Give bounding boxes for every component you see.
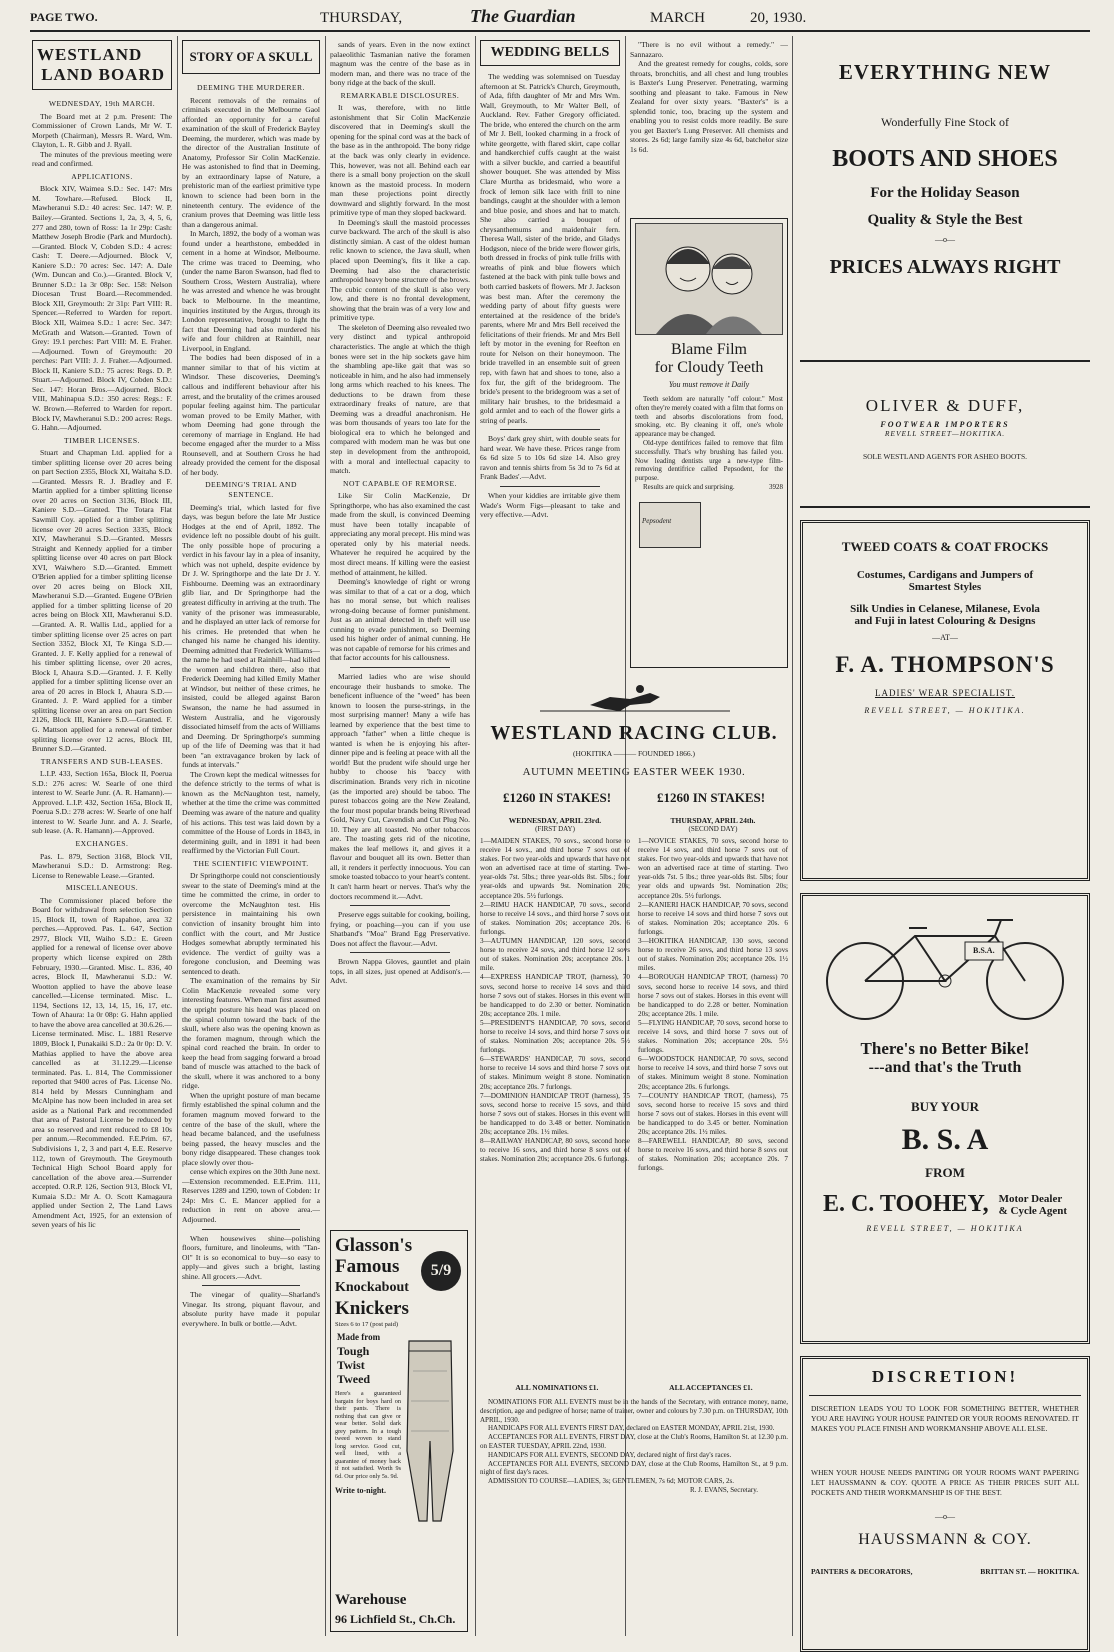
divider <box>500 486 600 487</box>
column-skull-continued <box>330 40 470 1635</box>
glassons-sizes: Sizes 6 to 17 (post paid) <box>335 1321 399 1328</box>
tube-label: Pepsodent <box>642 516 672 525</box>
pepsodent-title-1: Blame Film <box>671 341 747 358</box>
day2-events: 1—NOVICE STAKES, 70 sovs, second horse to receive 14 sovs, and third horse 7 sovs out of stakes. For two year-olds and upwards that have not won an advertised race at time of starting. Two year-olds 7st. 5 lbs.; three year-olds 8st. 5lbs; four year olds and upwards 9st. Nomination 20s; acceptance 20s. 5½ furlongs. 2—KANIERI HACK HANDICAP, 70 sovs, second horse to receive 14 sovs and third horse 7 sovs out of stakes. Nomination 20s; acceptance 20s. 6 furlongs. 3—HOKITIKA HANDICAP, 130 sovs, second horse to receive 26 sovs, and third horse 13 sovs out of stakes. Nomination 20s; acceptance 20s. 1½ miles. 4—BOROUGH HANDICAP TROT, (harness) 70 sovs, second horse to receive 14 sovs, and third horse 7 sovs out of stakes. Horses in this event will be handicapped to do 2.28 or better. Nomination 20s; acceptance 20s. 1 mile. 5—FLYING HANDICAP, 70 sovs, second horse to receive 14 sovs, and third horse 7 sovs out of stakes. Nomination 20s; acceptance 20s. 5½ furlongs. 6—WOODSTOCK HANDICAP, 70 sovs, second horse to receive 14 sovs, and third horse 7 sovs out of stakes. Minimum weight 8 stone. Nomination 20s; acceptance 20s. 6 furlongs. 7—COUNTY HANDICAP TROT, (harness), 75 sovs, second horse to receive 15 sovs and third horse 7 sovs out of stakes. Horses in this event will be handicapped to do 3.45 or better. Nomination 20s; acceptance 20s. 1½ miles. 8—FAREWELL HANDICAP, 80 sovs, second horse to receive 16 sovs, and third horse 8 sovs out of stakes. Nomination 20s; acceptance 20s. 7 furlongs. <box>638 837 788 1173</box>
subheading: EXCHANGES. <box>75 839 129 849</box>
subheading: TRANSFERS AND SUB-LEASES. <box>40 756 164 766</box>
glassons-line: Knickers <box>335 1298 409 1319</box>
bsa-cycle-agent: & Cycle Agent <box>998 1204 1068 1217</box>
racing-fees <box>480 1383 788 1392</box>
pepsodent-tagline: You must remove it Daily <box>668 380 750 389</box>
racing-footer <box>480 1398 788 1495</box>
racing-subtitle: (HOKITIKA ——— FOUNDED 1866.) <box>572 749 696 758</box>
thompson-line: and Fuji in latest Colouring & Designs <box>854 615 1036 627</box>
pepsodent-title <box>635 341 783 377</box>
ornament-icon: —o— <box>935 235 955 244</box>
paragraph: The Board met at 2 p.m. Present: The Commissioner of Crown Lands, Mr W. T. Morpeth (Chairman), Messrs R. Ward, Wm. Clayton, L. R. Gibb and J. Ryall. <box>32 111 172 150</box>
paragraph: It was, therefore, with no little astonishment that Sir Colin MacKenzie discovered that in Deeming's skull the opening for the spinal cord was at the back of the base as in the anthropoid. The bony ridge at the back was only clearly in evidence. This, however, was not all. Behind each ear there is a small bony projection on the skull known as the mastoid process. In modern man these projections point directly downward and slightly forward. In the most primitive type of man they sloped backward. <box>330 103 470 218</box>
glassons-write: Write to-night. <box>335 1486 386 1495</box>
advert-westland-racing-club <box>480 675 788 1635</box>
paragraph: Deeming's knowledge of right or wrong was similar to that of a cat or a dog, which has no moral sense, but which realises wrong-doing because of former punishment. Just as an animal detected in theft will use cunning to evade punishment, so Deeming used his higher order of animal cunning. He was not capable of remorse for his crimes and that factor accounts for his callousness. <box>330 577 470 663</box>
oliver-quality: Quality & Style the Best <box>867 212 1023 228</box>
haussmann-paragraph-2: WHEN YOUR HOUSE NEEDS PAINTING OR YOUR ROOMS WANT PAPERING LET HAUSSMANN & COY. QUOTE A PRICE AS THEIR PRICES SUIT ALL POCKETS AND THEIR WORKMANSHIP IS OF THE BEST. <box>811 1468 1079 1497</box>
wedding-body <box>480 72 620 662</box>
divider <box>202 1285 300 1286</box>
newspaper-title: The Guardian <box>470 6 576 26</box>
haussmann-paragraph-1: DISCRETION LEADS YOU TO LOOK FOR SOMETHING BETTER, WHETHER YOU ARE HAVING YOUR HOUSE PAINTED OR YOUR ROOMS RENOVATED. IT MAKES YOU PLACE FINISH AND WORKMANSHIP ABOVE ALL ELSE. <box>811 1404 1079 1433</box>
advert-pepsodent <box>630 218 788 668</box>
racing-secretary: R. J. EVANS, Secretary. <box>689 1485 758 1494</box>
racing-note: HANDICAPS FOR ALL EVENTS FIRST DAY, declared on EASTER MONDAY, APRIL 21st, 1930. <box>488 1424 775 1433</box>
baxters-body <box>630 40 788 212</box>
paragraph: Block XIV, Waimea S.D.: Sec. 147: Mrs M. Towhare.—Refused. Block II, Mawheranui S.D.: 40 acres: Sec. 147: W. P. Bailey.—Granted. Sections 1, 2a, 3, 4, 5, 6, 277 and 280, town of Ross: 1a 1r 29p: Cash: Matthew Joseph Brodie (Park and Murdoch).—Granted. Block V, Cobden S.D.: 4 acres: Cash: T. Deere.—Adjourned. Block V, Kaniere S.D.: 70 acres: Sec. 147: A. Dale (Wm. Duncan and Co.).—Granted. Block V, Brunner S.D.: 1a 3r 08p: Sec. 158: Nelson Diocesan Trust Board.—Recommended. Block XII, Greymouth: 2r 31p: Part VIII: R. Spencer.—Referred to Warden for report. Block XII, Waimea S.D.: 1 acre: Sec. 347: McGrath and Watson.—Granted. Town of Grey: 19.1 perches: Part VIII: M. E. Fraher.—Adjourned. Town of Greymouth: 20 perches: Part VIII: J. J. Fraher.—Adjourned. Block II, Kaniere S.D.: 75 acres: Regs. D. P. Stuart.—Adjourned. Block IV, Cobden S.D.: Sec. 147: Horan Bros.—Adjourned. Block VIII, Mahinapua S.D.: 350 acres: Regs.: F. W. Brown.—Referred to Warden for report. Block IV, Mawheranui S.D.: 200 acres: Regs. G. Hahn.—Adjourned. <box>32 184 172 433</box>
paragraph <box>635 483 783 492</box>
paragraph: The examination of the remains by Sir Colin MacKenzie revealed some very interesting features. When man first assumed the upright posture his head was placed on the spinal column toward the back of the skull, where also was the opening known as the foramen magnum, through which the spinal cord reached the brain. In order to keep the head from sagging forward a broad band of muscle was attached to the back of the skull, where it was anchored to a bony ridge. <box>182 976 320 1091</box>
land-board-body <box>32 96 172 1626</box>
paragraph: Dr Springthorpe could not conscientiously swear to the state of Deeming's mind at the time he committed the crime, in order to overcome the McNaughton test. His persistence in maintaining his own conviction of insanity brought him into conflict with the court, and Mr Justice Hodges somewhat abruptly terminated his evidence. The verdict of guilty was a foregone conclusion, and Deeming was sentenced to death. <box>182 871 320 976</box>
knickers-illustration-icon <box>401 1331 459 1531</box>
glassons-warehouse: Warehouse <box>335 1592 407 1608</box>
heading-line-2: LAND BOARD <box>41 65 165 84</box>
advert-egg-preservative: Preserve eggs suitable for cooking, boiling, frying, or poaching—you can if you use Shatband's "Moa" Brand Egg Preservative. Does not affect the flavour.—Advt. <box>330 910 470 948</box>
divider <box>350 905 450 906</box>
masthead-date: 20, 1930. <box>750 10 807 26</box>
paragraph: Like Sir Colin MacKenzie, Dr Springthorpe, who has also examined the cast made from the skull, is convinced Deeming must have been totally incapable of appreciating any moral precept. His mind was operated only by his material needs. Whatever he required he acquired by the most direct means. If killing were the easiest method of attainment, he killed. <box>330 491 470 577</box>
column-baxters-pepsodent <box>630 40 788 670</box>
glassons-blurb: Here's a guaranteed bargain for boys hard on their pants. There is nothing that can give or wear better. Solid dark grey pattern. In a tough tweed woven to stand long service. Good cut, well lined, with a guarantee of money back if not satisfied. Worth 9s 6d. Our price only 5s. 9d. <box>335 1390 401 1480</box>
wedding-heading: WEDDING BELLS <box>480 40 620 66</box>
paragraph: Teeth seldom are naturally "off colour." Most often they're merely coated with a film that forms on teeth and absorbs discolorations from food, smoking, etc. By cleaning it off, one's whole appearance may be changed. <box>635 395 783 439</box>
subheading: APPLICATIONS. <box>71 171 133 181</box>
couple-illustration-icon <box>635 223 783 335</box>
paragraph: The wedding was solemnised on Tuesday afternoon at St. Patrick's Church, Greymouth, of Ada, fifth daughter of Mr and Mrs Wm. Wall, Greymouth, to Mr Walter Bell, of Auckland. Rev. Father Gregory officiated. The bride, who entered the church on the arm of Mr J. Bell, looked charming in a frock of white georgette, with flared skirt, cape collar and handkerchief cuffs caught at the waist with a silver buckle, and carried a beautiful shower bouquet. She was attended by Miss Clare Murtha as bridesmaid, who wore a frock of lemon silk lace with frill to nine bandings, caught at the shoulder with a lemon and blue posie, and shoes and hat to match. She also carried a bouquet of chrysanthemums and maidenhair fern. Theresa Wall, sister of the bride, and Gladys Hodgson, niece of the bride were flower girls, both dressed in frocks of pink tulle frills with wreaths of pink and blue flowers which fastened at the back with pink tulle bows and both carried baskets of flowers. Mr J. Jackson was best man. After the ceremony the wedding party of about fifty guests were entertained at the residence of the bride's parents, where Mr and Mrs Bell received the felicitations of their friends. Mr and Mrs Bell left by motor in the evening for Reefton en route for Nelson on their honeymoon. The bride travelled in an ensemble suit of green rep, with fawn hat and shoes to tone, also a fox fur, the gift of the bridegroom. The bride's present to the bridegroom was a set of military hair brushes, to the bridesmaid a gold armlet and to each of the flower girls a string of pearls. <box>480 72 620 425</box>
oliver-line: Wonderfully Fine Stock of <box>880 115 1009 129</box>
paragraph: In Deeming's skull the mastoid processes curve backward. The arch of the skull is also distinctly simian. A cast of the oldest human relic known to science, the Java skull, when placed upon Deeming's, fits it like a cap. Deeming had also the characteristic anthropoid heavy bone structure of the brows. The cubic content of the skull is also very low, and there is no frontal development, showing that the brain was of a very low and primitive type. <box>330 217 470 323</box>
divider <box>350 952 450 953</box>
race-day-2 <box>638 816 788 1377</box>
all-acceptances: ALL ACCEPTANCES £1. <box>669 1383 753 1392</box>
bicycle-illustration-icon <box>805 906 1085 1026</box>
racing-stakes <box>480 790 788 806</box>
oliver-agents: SOLE WESTLAND AGENTS FOR ASHEO BOOTS. <box>862 452 1028 461</box>
bsa-from: FROM <box>925 1165 965 1180</box>
haussmann-trade: PAINTERS & DECORATORS, <box>811 1567 913 1576</box>
all-nominations: ALL NOMINATIONS £1. <box>515 1383 599 1392</box>
racing-note: HANDICAPS FOR ALL EVENTS, SECOND DAY, declared night of first day's races. <box>488 1450 732 1459</box>
masthead-day: THURSDAY, <box>320 10 403 26</box>
ornament-icon: —o— <box>935 1512 955 1521</box>
pepsodent-tube-icon <box>639 502 701 548</box>
heading-line-1: WESTLAND <box>37 45 143 64</box>
bsa-dealer-type <box>999 1193 1067 1217</box>
subheading: MISCELLANEOUS. <box>65 883 139 893</box>
racing-founded: FOUNDED 1866.) <box>637 749 696 758</box>
advert-glassons-knickers <box>330 1230 468 1632</box>
paragraph: The bodies had been disposed of in a manner similar to that of his victim at Windsor. These discoveries, Deeming's callous and indifferent behaviour after his arrest, and the brutality of the crimes aroused popular feeling against him. The particular woman proved to be Emily Mather, with whom Deeming had gone through the ceremony of marriage in England. He had become engaged after the murder to a Miss Rounsevell, and at Southern Cross he had already provided the cement for the disposal of her body. <box>182 353 320 477</box>
paragraph: Deeming's trial, which lasted for five days, was begun before the late Mr Justice Hodges at the end of April, 1892. The evidence left no possible doubt of his guilt. The only possible hope of procuring a verdict in his favour lay in a plea of insanity, which was not upheld, despite evidence by Dr J. W. Springthorpe and the late Dr J. Y. Fishbourne. Deeming was an extraordinary glib liar, and Dr Springthorpe had the greatest difficulty in arriving at the truth. The vanity of the prisoner was immeasurable, and he displayed an utter lack of remorse for his crimes. He pretended that when he changed his name he changed his identity. Deeming admitted that Frederick Williams—the name he had used at Rainhill—had killed the women and children there, also that Frederick Deeming had killed Emily Mather at Windsor, but neither of these crimes, he insisted, could be alleged against Baron Swanson, the name he had assumed in Western Australia, and he vigorously dissociated himself from the acts of Williams and Deeming. Dr Springthorpe's summing up of the life of Deeming was that it had been "an extravagance broken by lack of funds at intervals." <box>182 502 320 770</box>
oliver-importers: FOOTWEAR IMPORTERS <box>880 420 1010 429</box>
skull-heading: STORY OF A SKULL <box>182 40 320 74</box>
column-advertisements <box>800 40 1090 1635</box>
quote: "There is no evil without a remedy." —Sannazaro. <box>630 40 788 59</box>
paragraph: cense which expires on the 30th June next.—Extension recommended. E.E.Prim. 111, Reserves 1289 and 1290, town of Cobden: 1r 24p: Mrs C. E. Mancer applied for a reduction in rent on above area.—Adjourned. <box>182 1167 320 1224</box>
advert-tanol: When housewives shine—polishing floors, furniture, and linoleums, with "Tan-Ol" It is so economical to buy—so easy to apply—and gives such a bright, lasting shine. All grocers.—Advt. <box>182 1233 320 1281</box>
stakes-left: £1260 IN STAKES! <box>502 790 612 805</box>
paragraph: Recent removals of the remains of criminals executed in the Melbourne Gaol afforded an opportunity for a careful examination of the skull of Frederick Bayley Deeming, the murderer, which was made by the director of the Australian Institute of Anatomy, Professor Sir Colin MacKenzie. He was astonished to find that in Deeming, by an extraordinary lapse of Nature, a prehistoric man of the earliest primitive type known to science had been born in the nineteenth century. The evidence of the cranium proves that Deeming was little less than a dangerous animal. <box>182 95 320 229</box>
race-days <box>480 816 788 1377</box>
pepsodent-code: 3928 <box>769 482 783 491</box>
bsa-dealer-name: E. C. TOOHEY, <box>822 1191 989 1217</box>
advert-vinegar: The vinegar of quality—Sharland's Vinegar. Its strong, piquant flavour, and absolute purity have made it popular everywhere. In bulk or bottle.—Advt. <box>182 1290 320 1328</box>
masthead-month: MARCH <box>650 10 706 26</box>
masthead <box>30 8 1090 32</box>
stakes-right: £1260 IN STAKES! <box>656 790 766 805</box>
subheading: THE SCIENTIFIC VIEWPOINT. <box>193 858 309 868</box>
pepsodent-body <box>635 395 783 492</box>
glassons-tweed: Tweed <box>337 1372 371 1386</box>
paragraph: The minutes of the previous meeting were read and confirmed. <box>32 149 172 169</box>
racing-note: ACCEPTANCES FOR ALL EVENTS, SECOND DAY, close at the Club Rooms, Hamilton St., at 9 p.m. night of first day's races. <box>480 1459 788 1477</box>
advert-bsa-bicycle <box>800 893 1090 1344</box>
advert-gloves: Brown Nappa Gloves, gauntlet and plain tops, in all sizes, just opened at Addison's.—Advt. <box>330 957 470 986</box>
day2-heading: THURSDAY, APRIL 24th. <box>670 816 756 825</box>
paragraph: sands of years. Even in the now extinct palaeolithic Tasmanian native the foramen magnum was the centre of the base as in modern man, and there was no trace of the bony ridge at the back of the skull. <box>330 40 470 88</box>
advert-thompsons <box>800 520 1090 881</box>
paragraph: L.I.P. 433, Section 165a, Block II, Poerua S.D.: 276 acres: W. Searle of one third interest to W. Searle Junr. (A. R. Hamann).—Approved. L.I.P. 432, Section 165a, Block II, Poerua S.D.: 278 acres: W. Searle of one half interest to W. Searle Junr. and A. J. Searle, sub lease. (A. R. Hamann).—Approved. <box>32 769 172 836</box>
subheading: NOT CAPABLE OF REMORSE. <box>342 478 458 488</box>
paragraph: The Crown kept the medical witnesses for the defence strictly to the terms of what is known as the McNaughton test, namely, whether at the time the crime was committed Deeming was aware of the nature and quality of his actions. This test was laid down by a committee of the House of Lords in 1843, in determining guilt, and in 1891 it had been reaffirmed by the Victorian Full Court. <box>182 769 320 856</box>
pepsodent-title-2: for Cloudy Teeth <box>654 359 764 376</box>
thompson-specialist: LADIES' WEAR SPECIALIST. <box>874 688 1016 698</box>
racing-place: (HOKITIKA <box>572 749 612 758</box>
bsa-address: REVELL STREET, — HOKITIKA <box>866 1224 1024 1233</box>
oliver-name: OLIVER & DUFF, <box>865 396 1025 415</box>
paragraph: Old-type dentifrices failed to remove that film successfully. That's why brushing has failed you. Now leading dentists urge a new-type film-removing dentifrice called Pepsodent, for the purpose. <box>635 438 783 483</box>
oliver-season: For the Holiday Season <box>870 185 1020 201</box>
thompson-name: F. A. THOMPSON'S <box>835 652 1055 677</box>
subheading: DEEMING'S TRIAL AND SENTENCE. <box>205 480 297 499</box>
column-land-board <box>32 40 172 1635</box>
day1-heading: WEDNESDAY, APRIL 23rd. <box>508 816 602 825</box>
advert-boys-shirts: Boys' dark grey shirt, with double seats for hard wear. We have these. Prices range from 6s 6d size 5 to 10s 6d size 14. Also grey ravon and tennis shirts from 5s 3d to 7s 6d at Frank Bades'.—Advt. <box>480 434 620 482</box>
glassons-made: Made from <box>337 1332 381 1342</box>
paragraph: Pas. L. 879, Section 3168, Block VII, Mawheranui S.D.: D. Armstrong: Reg. License to Renewable Lease.—Granted. <box>32 851 172 880</box>
bsa-line-1: There's no Better Bike! <box>860 1039 1030 1058</box>
column-story-of-a-skull <box>182 40 320 1635</box>
paragraph: When the upright posture of man became firmly established the spinal column and the foramen magnum moved forward to the centre of the base of the skull, where the head became balanced, and the usefulness being passed, the heavy muscles and the bony ridge disappeared. These changes took place slowly over thou- <box>182 1090 320 1167</box>
bsa-line-2: ---and that's the Truth <box>868 1059 1022 1076</box>
thompson-line: Smartest Styles <box>908 581 982 593</box>
racing-note: NOMINATIONS FOR ALL EVENTS must be in the hands of the Secretary, with entrance money, name, description, age and pedigree of horse; name of trainer, owner and colours by 7.30 p.m. on THURSDAY, 10th APRIL, 1930. <box>480 1398 788 1424</box>
glassons-line: Glasson's <box>335 1235 413 1256</box>
racing-note: ACCEPTANCES FOR ALL EVENTS, FIRST DAY, close at the Club's Rooms, Hamilton St. at 12.30 p.m. on EASTER TUESDAY, APRIL 22nd, 1930. <box>480 1433 788 1450</box>
advert-tobacco: Married ladies who are wise should encourage their husbands to smoke. The beneficent influence of the "weed" has been known to loosen the purse-strings, in the most surprising manner! Many a wife has learned by experience that the best time to approach "father" when a little cheque is wanted is when he is enjoying his after-dinner pipe and is feeling at peace with all the world! But the prudent wife should urge her hubby to choose his 'baccy with discrimination. Brands very rich in nicotine (as the imported are) should be taboo. The purest tobaccos going are the New Zealand, the four most popular brands being Riverhead Gold, Navy Cut, Cavendish and Cut Plug No. 10. They are all toasted. No other tobaccos are. The toasting gets rid of the nicotine, makes the leaf mellows it, and gives it a flavour and bouquet all its own. Better than all, it renders it perfectly innocuous. You can smoke toasted tobacco to your heart's content. It can't harm heart or nerves. That's why the doctors recommend it.—Advt. <box>330 672 470 901</box>
racing-meeting: AUTUMN MEETING EASTER WEEK 1930. <box>522 766 746 778</box>
race-day-1 <box>480 816 630 1377</box>
divider <box>500 429 600 430</box>
haussmann-name: HAUSSMANN & COY. <box>858 1531 1032 1548</box>
bsa-dealer <box>803 1191 1087 1218</box>
skull-body <box>182 80 320 1620</box>
thompson-address: REVELL STREET, — HOKITIKA. <box>864 706 1026 715</box>
advert-baxters: And the greatest remedy for coughs, colds, sore throats, bronchitis, and all chest and lung troubles is Baxter's Lung Preserver. Penetrating, warming soothing and pleasant to take. Famous in New Zealand for over sixty years. "Baxter's" is a splendid tonic, too, bracing up the system and enabling you to resist colds more readily. Be sure you get Baxter's Lung Preserver. All chemists and stores. 2s 6d; large family size 4s 6d, batchelor size 1s 6d. <box>630 59 788 155</box>
glassons-tough: Tough <box>337 1344 370 1358</box>
paragraph: In March, 1892, the body of a woman was found under a hearthstone, embedded in cement in a home at Windsor, Melbourne. The crime was traced to Deeming, who (under the name Baron Swanson, had fled to Southern Cross, Western Australia), where he was arrested and whence he was brought back to Melbourne. In the meantime, inquiries instituted by the Argus, through its London representative, brought to light the fact that Deeming had also murdered his wife and four children at Rainhill, near Liverpool, in England. <box>182 229 320 353</box>
bsa-motor-dealer: Motor Dealer <box>998 1192 1063 1205</box>
thompson-line: Silk Undies in Celanese, Milanese, Evola <box>850 603 1040 615</box>
subheading: TIMBER LICENSES. <box>64 435 140 445</box>
subheading: REMARKABLE DISCLOSURES. <box>340 90 460 100</box>
glassons-line: Famous <box>335 1256 400 1277</box>
bsa-badge: B.S.A. <box>973 946 995 955</box>
haussmann-footer <box>803 1549 1087 1576</box>
advert-oliver-duff-footer <box>800 396 1090 508</box>
pepsodent-result: Results are quick and surprising. <box>643 482 735 491</box>
advert-haussmann <box>800 1356 1090 1652</box>
divider <box>202 1229 300 1230</box>
oliver-address: REVELL STREET—HOKITIKA. <box>884 429 1006 438</box>
oliver-prices: PRICES ALWAYS RIGHT <box>829 256 1061 278</box>
racehorse-illustration-icon <box>480 675 788 715</box>
oliver-boots: BOOTS AND SHOES <box>832 146 1058 172</box>
thompson-line: Costumes, Cardigans and Jumpers of <box>856 569 1034 581</box>
price-badge: 5/9 <box>421 1251 461 1291</box>
skull-continued-body <box>330 40 470 1220</box>
bsa-buy: BUY YOUR <box>910 1099 979 1114</box>
column-wedding-bells <box>480 40 620 670</box>
divider <box>350 667 450 668</box>
haussmann-address: BRITTAN ST. — HOKITIKA. <box>980 1567 1079 1576</box>
advert-worm-figs: When your kiddies are irritable give them Wade's Worm Figs—pleasant to take and very effective.—Advt. <box>480 490 620 520</box>
day1-events: 1—MAIDEN STAKES, 70 sovs., second horse to receive 14 sovs., and third horse 7 sovs out of stakes. For two year-olds and upwards that have not won an advertised race at time of starting. Two-year-olds 7st. 5lbs.; three year-olds 8st. 5lbs.; four year-olds and upwards 9st. Nomination 20s; acceptance 20s. 5½ furlongs. 2—RIMU HACK HANDICAP, 70 sovs., second horse to receive 14 sovs., and third horse 7 sovs out of stakes. Nomination 20s; acceptance 20s. 6 furlongs. 3—AUTUMN HANDICAP, 120 sovs, second horse to receive 24 sovs, and third horse 12 sovs out of stakes. Nomination 20s; acceptance 20s. 1 mile. 4—EXPRESS HANDICAP TROT, (harness), 70 sovs, second horse to receive 14 sovs and third horse 7 sovs out of stakes. Horses in this event will be handicapped to do 2.30 or better. Nomination 20s; acceptance 20s. 1 mile. 5—PRESIDENT'S HANDICAP, 70 sovs, second horse to receive 14 sovs, and third horse 7 sovs out of stakes. Nomination 20s; acceptance 20s. 5½ furlongs. 6—STEWARDS' HANDICAP, 70 sovs, second horse to receive 14 sovs and third horse 7 sovs out of stakes. Minimum weight 8 stone. Nomination 20s; acceptance 20s. 7 furlongs. 7—DOMINION HANDICAP TROT (harness), 75 sovs, second horse to receive 15 sovs, and third horse 7 sovs out of stakes. Horses in this event will be handicapped to do 3.48 or better. Nomination 20s; acceptance 20s. 1½ miles. 8—RAILWAY HANDICAP, 80 sovs, second horse to receive 16 sovs, and third horse 8 sovs out of stakes. Nomination 20s; acceptance 20s. 6 furlongs. <box>480 837 630 1164</box>
dateline: WEDNESDAY, 19th MARCH. <box>48 99 156 108</box>
glassons-twist: Twist <box>337 1358 365 1372</box>
day1-sub: (FIRST DAY) <box>535 825 575 833</box>
bsa-brand: B. S. A <box>901 1123 989 1156</box>
haussmann-headline: DISCRETION! <box>871 1367 1019 1386</box>
day2-sub: (SECOND DAY) <box>688 825 738 833</box>
racing-note: ADMISSION TO COURSE—LADIES, 3s; GENTLEMEN, 7s 6d; MOTOR CARS, 2s. <box>488 1477 734 1486</box>
thompson-at: —AT— <box>932 633 958 642</box>
advert-oliver-duff <box>800 60 1090 362</box>
paragraph: The Commissioner placed before the Board for withdrawal from selection Section 15, Block II, town of Rapahoe, area 32 perches.—Approved. Pas. L. 647, Section 2977, Block VII, Waiho S.D.: E. Green applied for a renewal of license over above property which license expired on 28th February, 1930.—Granted. Misc. L. 836, 40 acres, Block II, Mawheranui S.D.: W. Wootton applied to have the above lease cancelled.—License terminated. Misc. L. 1194, Sections 12, 13, 14, 15, 16, 17, etc. Town of Ahaura: 1a 0r 08p: G. Hahn applied to have the above area cancelled at 30.6.26.—License terminated. Misc. L. 1881 Reserve 1809, Block I, Punakaiki S.D.: 2a 0r 0p: D. V. Mathias applied to have the above area cancelled as at 31.12.29.—License terminated. Pas. L. 814, The Commissioner reported that 9400 acres of Pas. License No. 814 held by Messrs Cunningham and McAlpine has now been included in area set aside as a National Park and recommended that area of Pastoral License be reduced by area so reserved and rent reduced to £8 10s per annum.—Recommended. F.E.Prim. 67, Subdivisions 1, 2, 3 and part 4, E.E. Reserve 112, town of Greymouth. The Greymouth Technical High School Board apply for cancellation of the above area.—Surrender accepted. O.R.P. 126, Section 913, Block VI, Kumaia S.D.: Mr A. O. Scott Kamagaura applied under Section 2, The Land Laws Amendment Act, 1925, for an extension of seven years of his lic <box>32 895 172 1230</box>
subheading: DEEMING THE MURDERER. <box>196 83 306 92</box>
land-board-heading <box>32 40 172 90</box>
page-number: PAGE TWO. <box>30 10 98 24</box>
racing-title: WESTLAND RACING CLUB. <box>490 722 778 744</box>
thompson-headline: TWEED COATS & COAT FROCKS <box>841 539 1049 554</box>
paragraph: Stuart and Chapman Ltd. applied for a timber splitting license over 20 acres being on part Section 2355, Block XI, Waitaha S.D.—Granted. Messrs R. J. Bradley and F. Martin applied for a timber splitting license over 20 acres on Section 3136, Block III, Kaniere S.D.—Granted. The Totara Flat Sawmill Coy. applied for a timber splitting license over 20 acres Section 3335, Block XIV, Mawheranui S.D.—Granted. Messrs Straight and Kennedy applied for a timber splitting license over 40 acres on part Block XVI, Waiwhero S.D.—Granted. Emmett O'Brien applied for a timber splitting license over 20 acres being on Block XII, Mawheranui S.D.—Granted. Eugene O'Brien applied for a timber splitting license of 20 acres being on Block XII, Mawheranui S.D.—Granted. A. R. Wallis Ltd., applied for a timber splitting license over 25 acres on part Section 3352, Block XI, Te Kinga S.D.—Granted. J. F. Kelly applied for a renewal of his timber splitting license, over 20 acres, Block I, Ahaura S.D.—Granted. J. F. Kelly applied for a timber splitting license over an area of 20 acres in Block I, Ahaura S.D.—Granted. J. P. Ward applied for a timber splitting license over an area on part Section 2126, Block III, Kaniere S.D.—Granted. F. G. Mattson applied for a renewal of timber splitting license over 12 acres, Block III, Brunner S.D.—Granted. <box>32 448 172 754</box>
glassons-address: 96 Lichfield St., Ch.Ch. <box>335 1612 456 1626</box>
oliver-headline: EVERYTHING NEW <box>838 60 1052 84</box>
paragraph: The skeleton of Deeming also revealed two very distinct and typical anthropoid characteristics. The angle at which the thigh bones were set in the hip sockets gave him the shambling ape-like gait that was so noticeable in him, and he also had immensely long arms which reached to his knees. The deductions to be drawn from these extraordinary freaks of nature, are that Deeming was a dreadful anachronism. He was born thousands of years too late for the biological era to which he belonged and compared with modern man he was but one step in development from the anthropoid, with a moral and intellectual capacity to match. <box>330 322 470 476</box>
glassons-line: Knockabout <box>335 1280 409 1295</box>
